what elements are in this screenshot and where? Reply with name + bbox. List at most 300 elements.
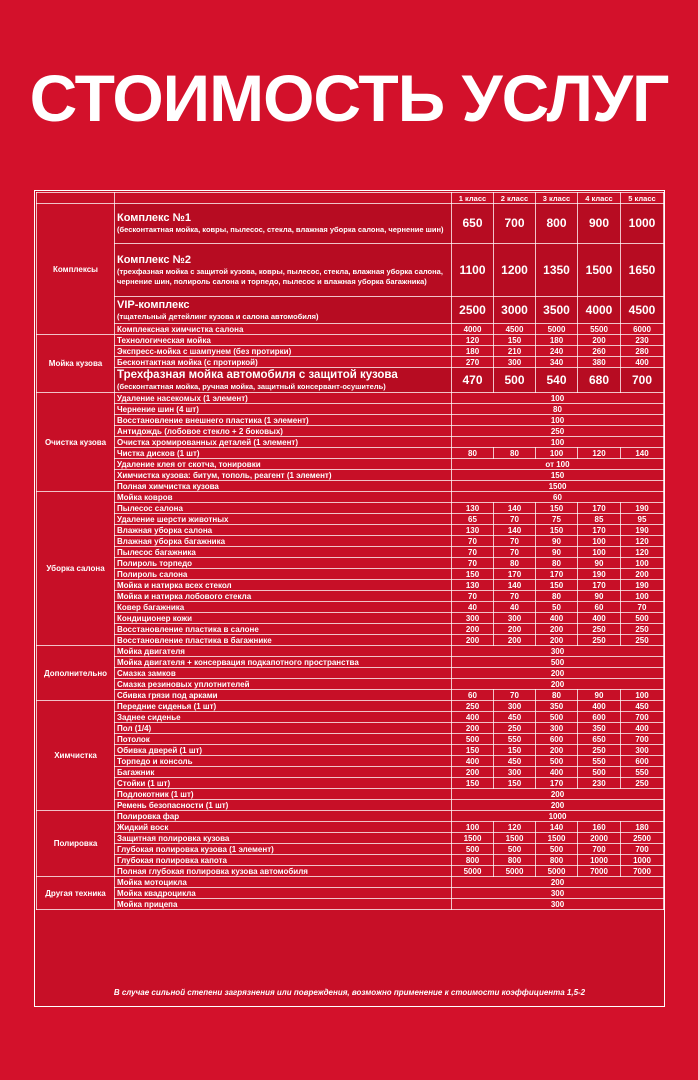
price-cell: 200	[452, 767, 494, 778]
price-cell: 5500	[578, 324, 621, 335]
price-cell: 500	[621, 613, 664, 624]
price-cell: 700	[494, 204, 536, 244]
service-name: Пол (1/4)	[115, 723, 452, 734]
price-cell: 200	[621, 569, 664, 580]
table-row	[37, 855, 664, 866]
price-cell: 80	[494, 448, 536, 459]
price-cell-all-classes: 100	[452, 437, 664, 448]
price-cell: 90	[536, 547, 578, 558]
price-cell: 1650	[621, 244, 664, 297]
price-cell: 100	[578, 547, 621, 558]
price-cell-all-classes: 200	[452, 800, 664, 811]
price-cell: 180	[452, 346, 494, 357]
price-cell: 50	[536, 602, 578, 613]
table-row	[37, 723, 664, 734]
price-cell: 150	[536, 503, 578, 514]
table-row	[37, 437, 664, 448]
price-cell: 800	[536, 204, 578, 244]
class-4-header: 4 класс	[578, 193, 621, 204]
footnote: В случае сильной степени загрязнения или повреждения, возможно применение к стоимости коэффициента 1,5-2	[113, 988, 586, 997]
price-cell: 300	[494, 701, 536, 712]
class-1-header: 1 класс	[452, 193, 494, 204]
page-title: СТОИМОСТЬ УСЛУГ	[29, 61, 669, 135]
service-name: Стойки (1 шт)	[115, 778, 452, 789]
service-name: Полная глубокая полировка кузова автомобиля	[115, 866, 452, 877]
price-cell: 250	[578, 745, 621, 756]
price-cell: 6000	[621, 324, 664, 335]
service-name: Мойка ковров	[115, 492, 452, 503]
category-label: Химчистка	[37, 701, 115, 811]
price-cell: 200	[536, 624, 578, 635]
service-title: VIP-комплекс	[117, 298, 190, 311]
table-row	[37, 368, 664, 393]
price-cell: 550	[494, 734, 536, 745]
price-cell: 260	[578, 346, 621, 357]
price-cell: 500	[536, 844, 578, 855]
price-cell: 170	[578, 525, 621, 536]
service-name: Чернение шин (4 шт)	[115, 404, 452, 415]
service-name: Жидкий воск	[115, 822, 452, 833]
price-cell: 150	[452, 745, 494, 756]
price-cell: 210	[494, 346, 536, 357]
price-cell: 800	[536, 855, 578, 866]
table-row	[37, 712, 664, 723]
price-cell: 65	[452, 514, 494, 525]
table-row	[37, 646, 664, 657]
price-cell: 70	[452, 591, 494, 602]
table-row	[37, 800, 664, 811]
table-row	[37, 448, 664, 459]
service-name: Пылесос багажника	[115, 547, 452, 558]
price-cell: 100	[578, 536, 621, 547]
price-cell: 70	[494, 690, 536, 701]
price-cell-all-classes: 200	[452, 789, 664, 800]
table-row	[37, 514, 664, 525]
price-cell: 700	[621, 844, 664, 855]
service-name: Передние сиденья (1 шт)	[115, 701, 452, 712]
table-row	[37, 811, 664, 822]
price-cell: 2500	[621, 833, 664, 844]
price-cell: 380	[578, 357, 621, 368]
price-cell: 3500	[536, 297, 578, 324]
price-cell: 150	[494, 778, 536, 789]
service-name: Очистка хромированных деталей (1 элемент)	[115, 437, 452, 448]
price-cell: 300	[536, 723, 578, 734]
service-name: Кондиционер кожи	[115, 613, 452, 624]
service-name	[115, 368, 452, 393]
price-cell: 250	[578, 635, 621, 646]
price-cell: 350	[536, 701, 578, 712]
service-name: Потолок	[115, 734, 452, 745]
table-row	[37, 789, 664, 800]
price-cell-all-classes: 60	[452, 492, 664, 503]
price-cell: 70	[452, 536, 494, 547]
table-row	[37, 415, 664, 426]
price-cell: 450	[494, 756, 536, 767]
price-cell: 120	[621, 536, 664, 547]
price-cell: 250	[494, 723, 536, 734]
price-cell: 150	[452, 569, 494, 580]
price-cell: 230	[578, 778, 621, 789]
table-row	[37, 324, 664, 335]
price-cell: 80	[452, 448, 494, 459]
price-cell: 150	[536, 525, 578, 536]
service-name: Мойка двигателя + консервация подкапотного пространства	[115, 657, 452, 668]
price-cell: 800	[494, 855, 536, 866]
price-cell: 900	[578, 204, 621, 244]
category-label: Уборка салона	[37, 492, 115, 646]
price-cell: 200	[494, 624, 536, 635]
price-cell: 200	[452, 624, 494, 635]
price-cell: 100	[536, 448, 578, 459]
price-cell: 90	[578, 690, 621, 701]
table-row	[37, 877, 664, 888]
price-cell: 500	[452, 734, 494, 745]
price-cell: 600	[578, 712, 621, 723]
price-cell: 4000	[452, 324, 494, 335]
table-row	[37, 525, 664, 536]
price-cell: 190	[621, 503, 664, 514]
price-cell-all-classes: 200	[452, 668, 664, 679]
price-cell: 680	[578, 368, 621, 393]
price-cell: 250	[621, 624, 664, 635]
price-cell: 160	[578, 822, 621, 833]
price-cell: 5000	[536, 324, 578, 335]
price-cell: 1500	[494, 833, 536, 844]
service-name	[115, 204, 452, 244]
price-cell: 7000	[578, 866, 621, 877]
service-name: Влажная уборка салона	[115, 525, 452, 536]
table-row	[37, 503, 664, 514]
price-cell: 4000	[578, 297, 621, 324]
price-cell: 130	[452, 503, 494, 514]
service-name: Обивка дверей (1 шт)	[115, 745, 452, 756]
service-name: Бесконтактная мойка (с протиркой)	[115, 357, 452, 368]
table-row	[37, 459, 664, 470]
table-row	[37, 591, 664, 602]
price-cell: 400	[452, 756, 494, 767]
header-empty-service	[115, 193, 452, 204]
table-row	[37, 536, 664, 547]
table-row	[37, 297, 664, 324]
class-5-header: 5 класс	[621, 193, 664, 204]
price-cell: 130	[452, 525, 494, 536]
table-row	[37, 492, 664, 503]
service-name: Полироль салона	[115, 569, 452, 580]
price-cell: 190	[621, 525, 664, 536]
table-row	[37, 580, 664, 591]
category-label: Другая техника	[37, 877, 115, 910]
price-cell-all-classes: 500	[452, 657, 664, 668]
service-name: Подлокотник (1 шт)	[115, 789, 452, 800]
price-cell: 190	[578, 569, 621, 580]
service-name: Сбивка грязи под арками	[115, 690, 452, 701]
service-name: Восстановление пластика в салоне	[115, 624, 452, 635]
price-cell-all-classes: 1500	[452, 481, 664, 492]
price-table	[36, 192, 664, 910]
price-cell: 230	[621, 335, 664, 346]
price-cell-all-classes: 100	[452, 393, 664, 404]
price-cell: 250	[452, 701, 494, 712]
price-cell: 100	[621, 591, 664, 602]
price-cell: 1000	[621, 204, 664, 244]
service-name: Антидождь (лобовое стекло + 2 боковых)	[115, 426, 452, 437]
price-cell: 400	[452, 712, 494, 723]
price-cell: 300	[494, 767, 536, 778]
price-cell: 4500	[494, 324, 536, 335]
price-cell: 350	[578, 723, 621, 734]
service-name: Торпедо и консоль	[115, 756, 452, 767]
price-cell: 470	[452, 368, 494, 393]
price-cell: 40	[494, 602, 536, 613]
service-name: Смазка замков	[115, 668, 452, 679]
price-cell-all-classes: 200	[452, 679, 664, 690]
price-cell: 600	[621, 756, 664, 767]
service-name: Полироль торпедо	[115, 558, 452, 569]
price-cell: 95	[621, 514, 664, 525]
price-cell-all-classes: 300	[452, 888, 664, 899]
price-cell-all-classes: 150	[452, 470, 664, 481]
table-row	[37, 204, 664, 244]
price-cell: 7000	[621, 866, 664, 877]
price-cell: 90	[578, 558, 621, 569]
price-cell: 120	[452, 335, 494, 346]
service-name: Восстановление пластика в багажнике	[115, 635, 452, 646]
price-cell: 170	[536, 778, 578, 789]
price-cell: 180	[621, 822, 664, 833]
service-name: Удаление шерсти животных	[115, 514, 452, 525]
price-cell: 500	[494, 368, 536, 393]
table-row	[37, 569, 664, 580]
table-row	[37, 426, 664, 437]
price-cell-all-classes: 100	[452, 415, 664, 426]
price-cell: 70	[494, 547, 536, 558]
service-name: Пылесос салона	[115, 503, 452, 514]
price-cell: 1500	[452, 833, 494, 844]
price-cell-all-classes: 300	[452, 899, 664, 910]
price-cell: 40	[452, 602, 494, 613]
price-cell: 70	[452, 547, 494, 558]
price-cell: 90	[578, 591, 621, 602]
price-cell: 70	[494, 591, 536, 602]
price-cell: 700	[621, 734, 664, 745]
price-cell: 250	[578, 624, 621, 635]
table-row	[37, 833, 664, 844]
price-cell: 150	[452, 778, 494, 789]
price-cell: 140	[621, 448, 664, 459]
price-cell: 650	[578, 734, 621, 745]
price-cell: 4500	[621, 297, 664, 324]
price-cell: 2000	[578, 833, 621, 844]
table-row	[37, 602, 664, 613]
price-cell: 150	[536, 580, 578, 591]
price-cell: 120	[578, 448, 621, 459]
table-row	[37, 888, 664, 899]
service-name: Заднее сиденье	[115, 712, 452, 723]
price-cell: 700	[621, 368, 664, 393]
table-row	[37, 734, 664, 745]
price-cell-all-classes: 200	[452, 877, 664, 888]
table-row	[37, 335, 664, 346]
price-cell: 60	[578, 602, 621, 613]
service-name: Багажник	[115, 767, 452, 778]
table-row	[37, 756, 664, 767]
price-cell: 400	[536, 767, 578, 778]
price-cell: 85	[578, 514, 621, 525]
price-cell: 550	[621, 767, 664, 778]
table-row	[37, 657, 664, 668]
category-label: Полировка	[37, 811, 115, 877]
service-name: Мойка мотоцикла	[115, 877, 452, 888]
table-row	[37, 346, 664, 357]
service-name: Мойка прицепа	[115, 899, 452, 910]
price-cell: 120	[621, 547, 664, 558]
price-cell: 190	[621, 580, 664, 591]
price-cell: 340	[536, 357, 578, 368]
price-cell: 400	[536, 613, 578, 624]
service-name	[115, 297, 452, 324]
price-cell: 400	[578, 613, 621, 624]
price-cell: 1500	[578, 244, 621, 297]
service-name	[115, 244, 452, 297]
table-row	[37, 393, 664, 404]
price-cell: 300	[494, 357, 536, 368]
price-cell: 170	[578, 503, 621, 514]
price-cell: 500	[452, 844, 494, 855]
category-label: Комплексы	[37, 204, 115, 335]
price-cell: 70	[452, 558, 494, 569]
table-row	[37, 668, 664, 679]
price-cell: 300	[494, 613, 536, 624]
service-name: Химчистка кузова: битум, тополь, реагент (1 элемент)	[115, 470, 452, 481]
price-cell: 500	[536, 712, 578, 723]
price-cell: 3000	[494, 297, 536, 324]
price-cell: 800	[452, 855, 494, 866]
table-row	[37, 778, 664, 789]
service-name: Мойка и натирка всех стекол	[115, 580, 452, 591]
price-cell: 100	[621, 690, 664, 701]
table-row	[37, 745, 664, 756]
price-cell: 140	[494, 580, 536, 591]
service-name: Мойка двигателя	[115, 646, 452, 657]
price-table-body	[37, 193, 664, 910]
price-cell-all-classes: 250	[452, 426, 664, 437]
service-name: Ковер багажника	[115, 602, 452, 613]
price-cell: 60	[452, 690, 494, 701]
price-cell: 700	[621, 712, 664, 723]
price-cell-all-classes: 1000	[452, 811, 664, 822]
service-name: Мойка квадроцикла	[115, 888, 452, 899]
price-cell: 200	[494, 635, 536, 646]
price-cell: 300	[621, 745, 664, 756]
price-cell: 1200	[494, 244, 536, 297]
price-cell: 200	[578, 335, 621, 346]
price-cell: 550	[578, 756, 621, 767]
table-row	[37, 244, 664, 297]
price-cell: 400	[578, 701, 621, 712]
price-cell: 1350	[536, 244, 578, 297]
price-cell: 80	[536, 690, 578, 701]
price-cell: 200	[536, 635, 578, 646]
price-cell: 250	[621, 635, 664, 646]
price-cell: 120	[494, 822, 536, 833]
price-cell: 250	[621, 778, 664, 789]
price-cell: 200	[536, 745, 578, 756]
price-cell: 5000	[494, 866, 536, 877]
price-cell: 170	[578, 580, 621, 591]
table-row	[37, 701, 664, 712]
service-name: Полная химчистка кузова	[115, 481, 452, 492]
price-cell: 280	[621, 346, 664, 357]
table-row	[37, 866, 664, 877]
table-row	[37, 679, 664, 690]
price-cell: 1000	[621, 855, 664, 866]
price-cell: 70	[621, 602, 664, 613]
price-cell: 75	[536, 514, 578, 525]
price-cell: 240	[536, 346, 578, 357]
price-cell: 140	[536, 822, 578, 833]
price-cell-all-classes: 80	[452, 404, 664, 415]
price-cell: 700	[578, 844, 621, 855]
service-name: Глубокая полировка кузова (1 элемент)	[115, 844, 452, 855]
header-empty-category	[37, 193, 115, 204]
service-name: Ремень безопасности (1 шт)	[115, 800, 452, 811]
price-cell: 540	[536, 368, 578, 393]
price-cell: 70	[494, 514, 536, 525]
service-name: Глубокая полировка капота	[115, 855, 452, 866]
service-description: (бесконтактная мойка, ковры, пылесос, стекла, влажная уборка салона, чернение шин)	[117, 225, 444, 234]
service-name: Влажная уборка багажника	[115, 536, 452, 547]
price-cell: 140	[494, 503, 536, 514]
category-label: Дополнительно	[37, 646, 115, 701]
price-cell: 600	[536, 734, 578, 745]
price-cell: 5000	[536, 866, 578, 877]
service-description: (бесконтактная мойка, ручная мойка, защитный консервант-осушитель)	[117, 381, 386, 391]
price-cell: 500	[494, 844, 536, 855]
price-cell: 5000	[452, 866, 494, 877]
category-label: Очистка кузова	[37, 393, 115, 492]
price-cell: 170	[536, 569, 578, 580]
price-cell: 400	[621, 723, 664, 734]
service-name: Комплексная химчистка салона	[115, 324, 452, 335]
service-description: (трехфазная мойка с защитой кузова, ковры, пылесос, стекла, влажная уборка салона, чернение шин, полироль салона и торпедо, пылесос и влажная уборка багажника)	[117, 266, 443, 286]
table-row	[37, 470, 664, 481]
price-cell: 140	[494, 525, 536, 536]
table-row	[37, 899, 664, 910]
price-cell: 1000	[578, 855, 621, 866]
price-cell: 500	[536, 756, 578, 767]
price-cell: 450	[621, 701, 664, 712]
price-cell: 80	[536, 591, 578, 602]
table-row	[37, 635, 664, 646]
table-header-row	[37, 193, 664, 204]
table-row	[37, 822, 664, 833]
service-title: Комплекс №1	[117, 212, 191, 224]
table-row	[37, 624, 664, 635]
table-row	[37, 767, 664, 778]
price-cell: 650	[452, 204, 494, 244]
table-row	[37, 481, 664, 492]
service-name: Технологическая мойка	[115, 335, 452, 346]
table-row	[37, 690, 664, 701]
price-cell: 80	[494, 558, 536, 569]
service-name: Чистка дисков (1 шт)	[115, 448, 452, 459]
table-row	[37, 404, 664, 415]
service-name: Защитная полировка кузова	[115, 833, 452, 844]
service-name: Удаление насекомых (1 элемент)	[115, 393, 452, 404]
price-cell: 150	[494, 745, 536, 756]
table-row	[37, 613, 664, 624]
